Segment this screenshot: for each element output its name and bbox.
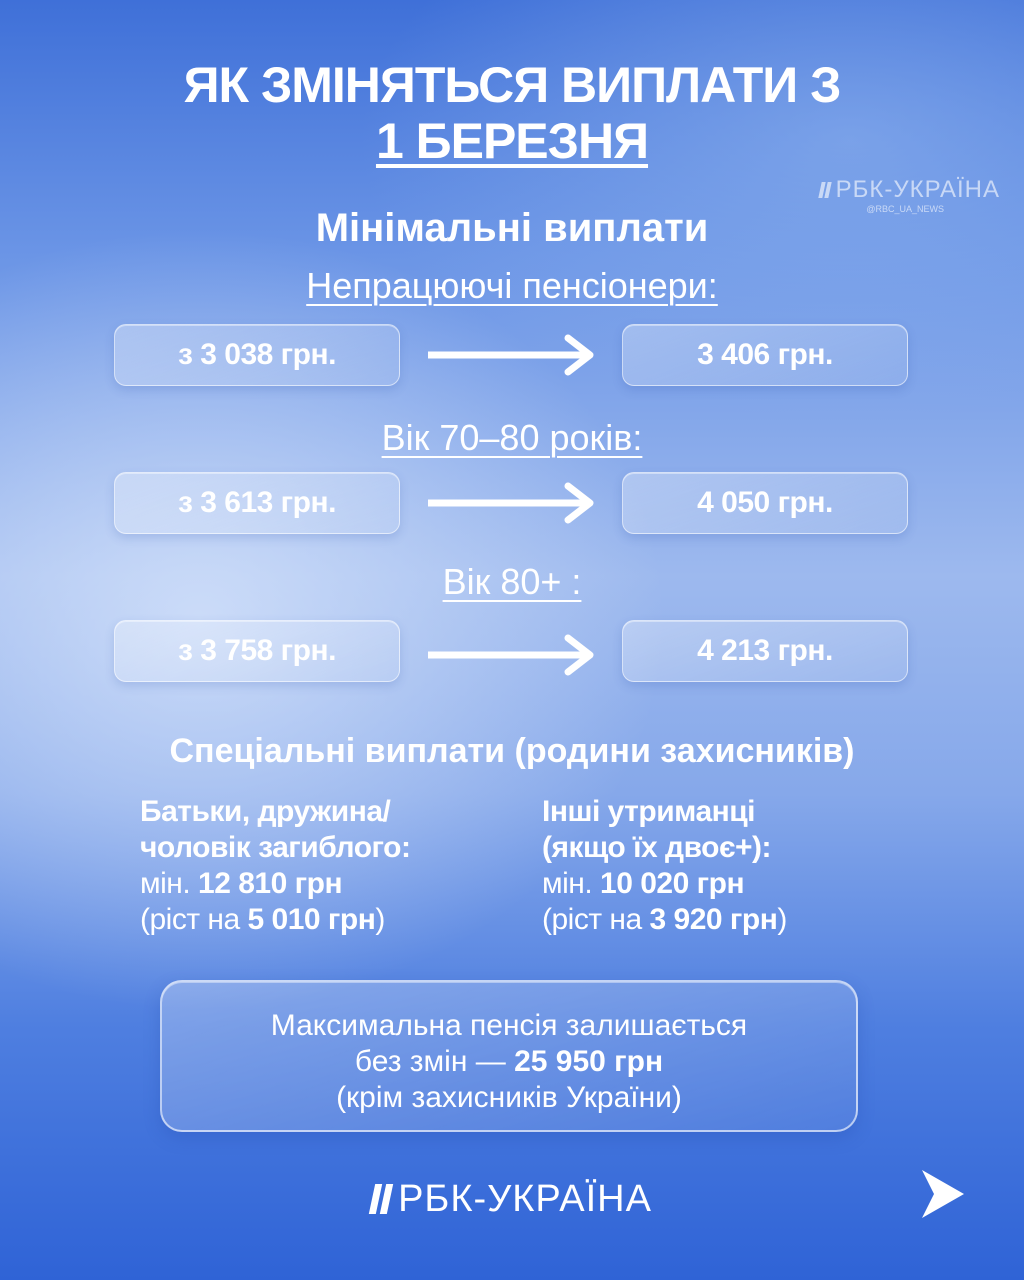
special-right-growth: (ріст на 3 920 грн) [542, 903, 787, 936]
special-left-growth: (ріст на 5 010 грн) [140, 903, 385, 936]
group-label-age-80-plus: Вік 80+ : [442, 561, 582, 602]
from-amount-box: з 3 038 грн. [114, 324, 400, 386]
special-left-line1: Батьки, дружина/ [140, 795, 391, 828]
to-amount-box: 4 213 грн. [622, 620, 908, 682]
special-left-min: мін. 12 810 грн [140, 867, 343, 900]
right-arrow-icon [428, 481, 598, 525]
max-pension-line2: без змін — 25 950 грн [354, 1045, 664, 1078]
from-amount-box: з 3 758 грн. [114, 620, 400, 682]
max-pension-line1: Максимальна пенсія залишається [270, 1009, 748, 1042]
watermark-handle: @RBC_UA_NEWS [866, 204, 944, 214]
watermark-brand: РБК-УКРАЇНА [835, 176, 1000, 203]
special-left-line2: чоловік загиблого: [140, 831, 411, 864]
minimal-section-title: Мінімальні виплати [315, 206, 709, 250]
footer-brand-block [0, 1172, 1024, 1226]
rbc-logo-icon [372, 1184, 390, 1214]
special-left-column [140, 794, 520, 938]
rbc-logo-icon [820, 182, 830, 198]
from-amount-box: з 3 613 грн. [114, 472, 400, 534]
group-label-age-70-80: Вік 70–80 років: [381, 417, 643, 458]
page-title-line-1: ЯК ЗМІНЯТЬСЯ ВИПЛАТИ З [183, 57, 841, 113]
group-label-non-working: Непрацюючі пенсіонери: [306, 265, 718, 306]
to-amount-box: 3 406 грн. [622, 324, 908, 386]
page-title-line-2: 1 БЕРЕЗНЯ [375, 113, 649, 169]
special-right-column [542, 794, 922, 938]
max-pension-panel [160, 980, 858, 1132]
special-right-line2: (якщо їх двоє+): [542, 831, 772, 864]
special-right-line1: Інші утриманці [542, 795, 756, 828]
right-arrow-icon [428, 333, 598, 377]
to-amount-box: 4 050 грн. [622, 472, 908, 534]
footer-brand: РБК-УКРАЇНА [398, 1177, 652, 1220]
next-arrow-icon[interactable] [918, 1168, 966, 1220]
special-section-title: Спеціальні виплати (родини захисників) [169, 732, 855, 770]
special-right-min: мін. 10 020 грн [542, 867, 745, 900]
max-pension-line3: (крім захисників України) [336, 1081, 682, 1114]
right-arrow-icon [428, 633, 598, 677]
